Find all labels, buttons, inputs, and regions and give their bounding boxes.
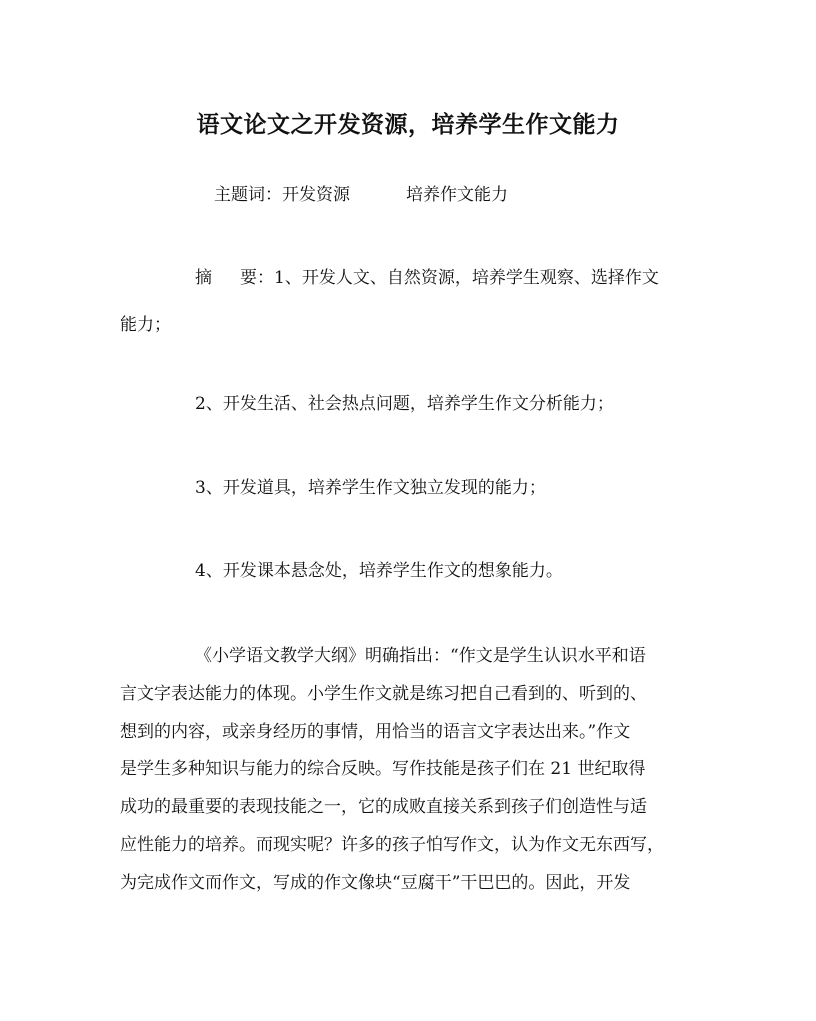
abstract-item-1-text: 要：1、开发人文、自然资源，培养学生观察、选择作文 bbox=[240, 268, 659, 288]
abstract-item-1-continuation: 能力； bbox=[120, 315, 171, 335]
abstract-item-1 bbox=[195, 266, 659, 290]
keywords-value: 培养作文能力 bbox=[406, 185, 508, 205]
abstract-item-4: 4、开发课本悬念处，培养学生作文的想象能力。 bbox=[195, 561, 563, 581]
keywords-label: 主题词：开发资源 bbox=[214, 185, 350, 205]
abstract-item-2: 2、开发生活、社会热点问题，培养学生作文分析能力； bbox=[195, 394, 614, 414]
body-line: 成功的最重要的表现技能之一，它的成败直接关系到孩子们创造性与适 bbox=[120, 797, 647, 817]
abstract-item-3: 3、开发道具，培养学生作文独立发现的能力； bbox=[195, 478, 546, 498]
body-line: 应性能力的培养。而现实呢？许多的孩子怕写作文，认为作文无东西写， bbox=[120, 835, 664, 855]
body-line: 为完成作文而作文，写成的作文像块“豆腐干”干巴巴的。因此，开发 bbox=[120, 873, 631, 893]
body-line: 是学生多种知识与能力的综合反映。写作技能是孩子们在 21 世纪取得 bbox=[120, 759, 646, 779]
body-line: 《小学语文教学大纲》明确指出：“作文是学生认识水平和语 bbox=[195, 646, 646, 666]
keywords-line bbox=[214, 183, 508, 207]
document-title: 语文论文之开发资源，培养学生作文能力 bbox=[196, 111, 620, 138]
abstract-label: 摘 bbox=[195, 268, 212, 288]
body-line: 想到的内容，或亲身经历的事情，用恰当的语言文字表达出来。”作文 bbox=[120, 722, 631, 742]
body-line: 言文字表达能力的体现。小学生作文就是练习把自己看到的、听到的、 bbox=[120, 684, 647, 704]
